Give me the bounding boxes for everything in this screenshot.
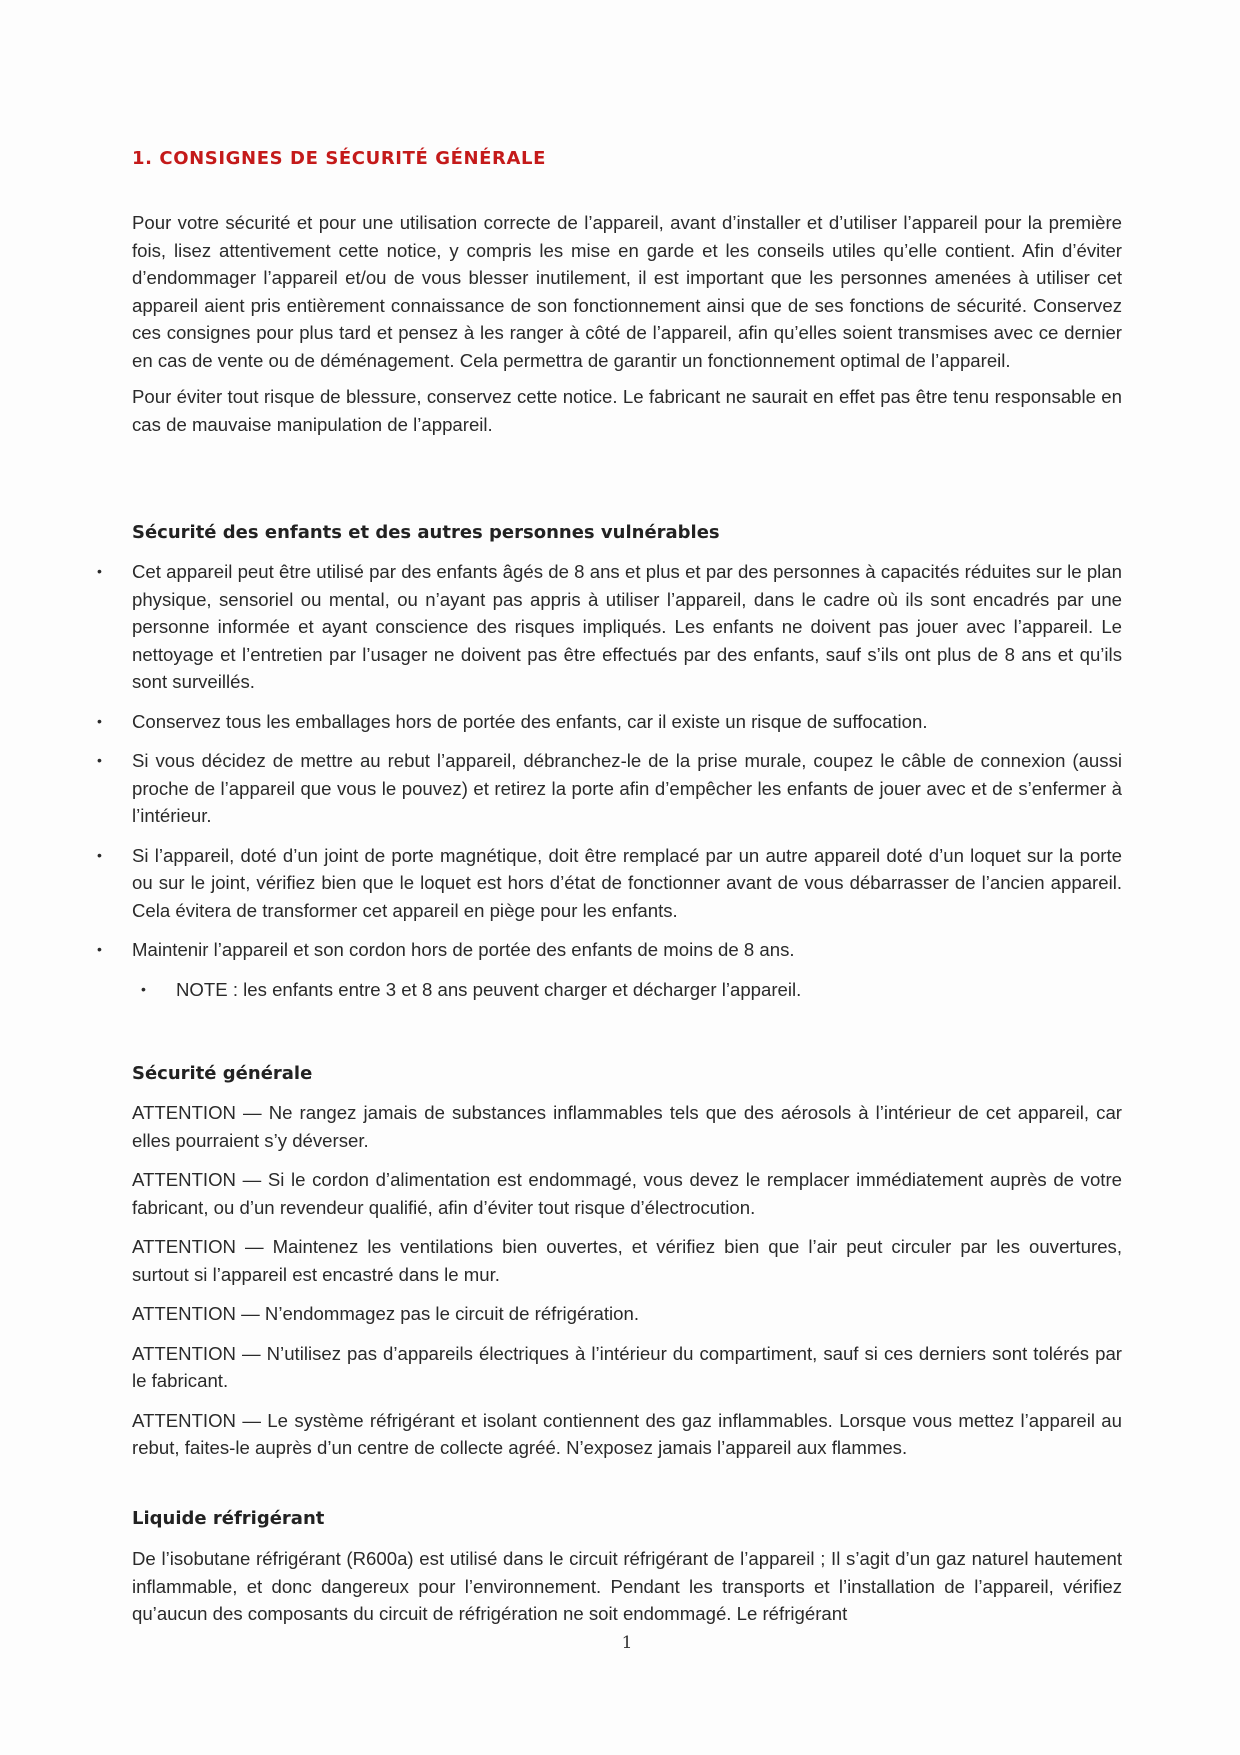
list-item-text: Maintenir l’appareil et son cordon hors de portée des enfants de moins de 8 ans. [132, 939, 795, 960]
bullet-icon: • [97, 846, 102, 863]
bullet-icon: • [97, 563, 102, 579]
page-number: 1 [621, 1633, 633, 1653]
warning-paragraph: ATTENTION — Maintenez les ventilations bien ouvertes, et vérifiez bien que l’air peut circuler par les ouvertures, surtout si l’appareil est encastré dans le mur. [132, 1236, 1122, 1285]
list-item [97, 842, 1122, 925]
bullet-icon: • [97, 752, 102, 768]
intro-paragraph-1: Pour votre sécurité et pour une utilisation correcte de l’appareil, avant d’installer et d’utiliser l’appareil pour la première fois, lisez attentivement cette notice, y compris les mise en garde et les conseils utiles qu’elle contient. Afin d’éviter d’endommager l’appareil et/ou de vous blesser inutilement, il est important que les personnes amenées à utiliser cet appareil aient pris entièrement connaissance de son fonctionnement ainsi que de ses fonctions de sécurité. Conservez ces consignes pour plus tard et pensez à les ranger à côté de l’appareil, afin qu’elles soient transmises avec ce dernier en cas de vente ou de déménagement. Cela permettra de garantir un fonctionnement optimal de l’appareil. [132, 212, 1122, 371]
document-page [97, 0, 1122, 1755]
list-item [97, 936, 1122, 964]
refrigerant-block [132, 1545, 1122, 1628]
bullet-icon: • [97, 941, 102, 957]
intro-block [132, 209, 1122, 438]
list-item [97, 708, 1122, 736]
list-item [97, 747, 1122, 830]
general-warnings [132, 1099, 1122, 1474]
intro-paragraph-2: Pour éviter tout risque de blessure, conservez cette notice. Le fabricant ne saurait en effet pas être tenu responsable en cas de mauvaise manipulation de l’appareil. [132, 386, 1122, 435]
children-safety-heading: Sécurité des enfants et des autres personnes vulnérables [132, 522, 720, 543]
bullet-icon: • [97, 712, 102, 729]
general-safety-heading: Sécurité générale [132, 1063, 313, 1084]
warning-paragraph: ATTENTION — Le système réfrigérant et isolant contiennent des gaz inflammables. Lorsque vous mettez l’appareil au rebut, faites-le auprès d’un centre de collecte agréé. N’exposez jamais l’appareil aux flammes. [132, 1409, 1122, 1458]
bullet-icon: • [141, 980, 146, 997]
list-item-text: Conservez tous les emballages hors de portée des enfants, car il existe un risque de suffocation. [132, 710, 928, 732]
section-title: 1. CONSIGNES DE SÉCURITÉ GÉNÉRALE [132, 148, 547, 169]
refrigerant-heading: Liquide réfrigérant [132, 1508, 325, 1529]
warning-paragraph: ATTENTION — Ne rangez jamais de substances inflammables tels que des aérosols à l’intérieur de cet appareil, car elles pourraient s’y déverser. [132, 1102, 1122, 1151]
refrigerant-paragraph: De l’isobutane réfrigérant (R600a) est utilisé dans le circuit réfrigérant de l’appareil ; Il s’agit d’un gaz naturel hautement inflammable, et donc dangereux pour l’environnement. Pendant les transports et l’installation de l’appareil, vérifiez qu’aucun des composants du circuit de réfrigération ne soit endommagé. Le réfrigérant [132, 1548, 1122, 1624]
note-item [132, 976, 1122, 1004]
note-text: NOTE : les enfants entre 3 et 8 ans peuvent charger et décharger l’appareil. [176, 978, 802, 1000]
children-safety-list [97, 558, 1122, 1003]
list-item-text: Si vous décidez de mettre au rebut l’appareil, débranchez-le de la prise murale, coupez le câble de connexion (aussi proche de l’appareil que vous le pouvez) et retirez la porte afin d’empêcher les enfants de jouer avec et de s’enfermer à l’intérieur. [132, 750, 1122, 826]
warning-paragraph: ATTENTION — N’utilisez pas d’appareils électriques à l’intérieur du compartiment, sauf si ces derniers sont tolérés par le fabricant. [132, 1342, 1122, 1391]
list-item-text: Si l’appareil, doté d’un joint de porte magnétique, doit être remplacé par un autre appareil doté d’un loquet sur la porte ou sur le joint, vérifiez bien que le loquet est hors d’état de fonctionner avant de vous débarrasser de l’ancien appareil. Cela évitera de transformer cet appareil en piège pour les enfants. [132, 844, 1122, 921]
list-item [97, 558, 1122, 696]
warning-paragraph: ATTENTION — N’endommagez pas le circuit de réfrigération. [132, 1303, 640, 1324]
list-item-text: Cet appareil peut être utilisé par des enfants âgés de 8 ans et plus et par des personnes à capacités réduites sur le plan physique, sensoriel ou mental, ou n’ayant pas appris à utiliser l’appareil, dans le cadre où ils sont encadrés par une personne informée et ayant conscience des risques impliqués. Les enfants ne doivent pas jouer avec l’appareil. Le nettoyage et l’entretien par l’usager ne doivent pas être effectués par des enfants, sauf s’ils ont plus de 8 ans et qu’ils sont surveillés. [132, 561, 1122, 692]
warning-paragraph: ATTENTION — Si le cordon d’alimentation est endommagé, vous devez le remplacer immédiatement auprès de votre fabricant, ou d’un revendeur qualifié, afin d’éviter tout risque d’électrocution. [132, 1169, 1122, 1218]
